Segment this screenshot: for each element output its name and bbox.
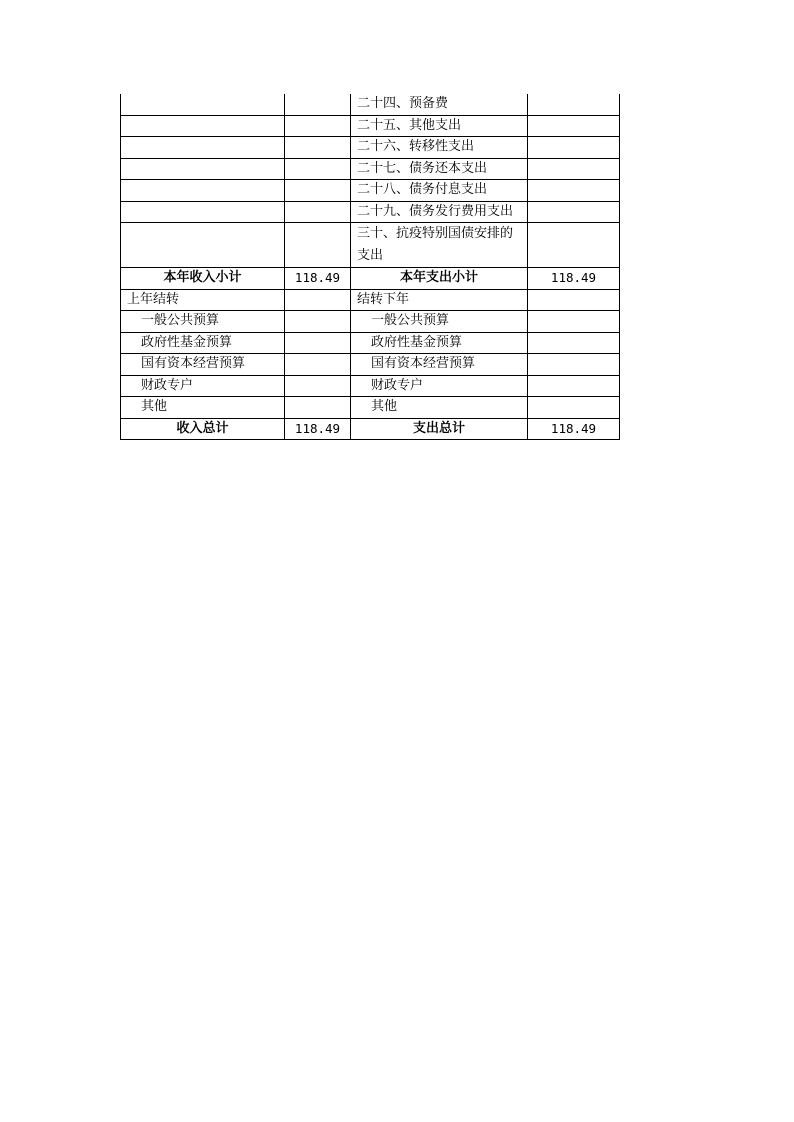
expense-value-cell bbox=[528, 289, 620, 311]
income-carryover-item: 其他 bbox=[121, 397, 285, 419]
income-total-label: 收入总计 bbox=[121, 418, 285, 440]
income-carryover-item: 国有资本经营预算 bbox=[121, 354, 285, 376]
expense-value-cell bbox=[528, 137, 620, 159]
income-item-cell bbox=[121, 158, 285, 180]
expense-value-cell bbox=[528, 94, 620, 115]
table-row bbox=[121, 137, 620, 159]
income-carryover-item: 政府性基金预算 bbox=[121, 332, 285, 354]
income-value-cell bbox=[285, 158, 351, 180]
expense-total-value: 118.49 bbox=[528, 418, 620, 440]
expense-item-cell: 二十八、债务付息支出 bbox=[351, 180, 528, 202]
expense-item-cell: 二十七、债务还本支出 bbox=[351, 158, 528, 180]
income-value-cell bbox=[285, 223, 351, 268]
expense-carryover-label: 结转下年 bbox=[351, 289, 528, 311]
income-subtotal-label: 本年收入小计 bbox=[121, 268, 285, 290]
expense-carryover-item: 国有资本经营预算 bbox=[351, 354, 528, 376]
table-row bbox=[121, 375, 620, 397]
expense-value-cell bbox=[528, 354, 620, 376]
expense-value-cell bbox=[528, 375, 620, 397]
table-row bbox=[121, 115, 620, 137]
expense-value-cell bbox=[528, 332, 620, 354]
income-carryover-label: 上年结转 bbox=[121, 289, 285, 311]
expense-value-cell bbox=[528, 158, 620, 180]
table-row bbox=[121, 180, 620, 202]
budget-summary-table bbox=[120, 94, 620, 440]
income-item-cell bbox=[121, 223, 285, 268]
expense-item-cell: 二十九、债务发行费用支出 bbox=[351, 201, 528, 223]
income-value-cell bbox=[285, 332, 351, 354]
income-value-cell bbox=[285, 201, 351, 223]
income-value-cell bbox=[285, 289, 351, 311]
income-value-cell bbox=[285, 397, 351, 419]
income-value-cell bbox=[285, 115, 351, 137]
income-item-cell bbox=[121, 201, 285, 223]
expense-value-cell bbox=[528, 180, 620, 202]
income-value-cell bbox=[285, 94, 351, 115]
table-row bbox=[121, 354, 620, 376]
expense-item-cell: 二十六、转移性支出 bbox=[351, 137, 528, 159]
expense-item-cell: 二十五、其他支出 bbox=[351, 115, 528, 137]
expense-item-cell: 三十、抗疫特别国债安排的支出 bbox=[351, 223, 528, 268]
income-subtotal-value: 118.49 bbox=[285, 268, 351, 290]
table-row bbox=[121, 201, 620, 223]
income-item-cell bbox=[121, 115, 285, 137]
expense-item-cell: 二十四、预备费 bbox=[351, 94, 528, 115]
income-value-cell bbox=[285, 375, 351, 397]
income-value-cell bbox=[285, 180, 351, 202]
table-row bbox=[121, 223, 620, 268]
expense-value-cell bbox=[528, 311, 620, 333]
income-value-cell bbox=[285, 311, 351, 333]
table-row bbox=[121, 311, 620, 333]
income-item-cell bbox=[121, 94, 285, 115]
expense-value-cell bbox=[528, 397, 620, 419]
expense-total-label: 支出总计 bbox=[351, 418, 528, 440]
income-value-cell bbox=[285, 137, 351, 159]
expense-subtotal-value: 118.49 bbox=[528, 268, 620, 290]
income-total-value: 118.49 bbox=[285, 418, 351, 440]
expense-carryover-item: 一般公共预算 bbox=[351, 311, 528, 333]
expense-value-cell bbox=[528, 115, 620, 137]
income-carryover-item: 财政专户 bbox=[121, 375, 285, 397]
expense-subtotal-label: 本年支出小计 bbox=[351, 268, 528, 290]
income-value-cell bbox=[285, 354, 351, 376]
expense-carryover-item: 政府性基金预算 bbox=[351, 332, 528, 354]
table-row bbox=[121, 332, 620, 354]
income-carryover-item: 一般公共预算 bbox=[121, 311, 285, 333]
expense-value-cell bbox=[528, 223, 620, 268]
expense-carryover-item: 其他 bbox=[351, 397, 528, 419]
expense-carryover-item: 财政专户 bbox=[351, 375, 528, 397]
table-row bbox=[121, 397, 620, 419]
table-row bbox=[121, 158, 620, 180]
table-row bbox=[121, 94, 620, 115]
expense-value-cell bbox=[528, 201, 620, 223]
income-item-cell bbox=[121, 137, 285, 159]
subtotal-row bbox=[121, 268, 620, 290]
income-item-cell bbox=[121, 180, 285, 202]
carryover-header-row bbox=[121, 289, 620, 311]
total-row bbox=[121, 418, 620, 440]
